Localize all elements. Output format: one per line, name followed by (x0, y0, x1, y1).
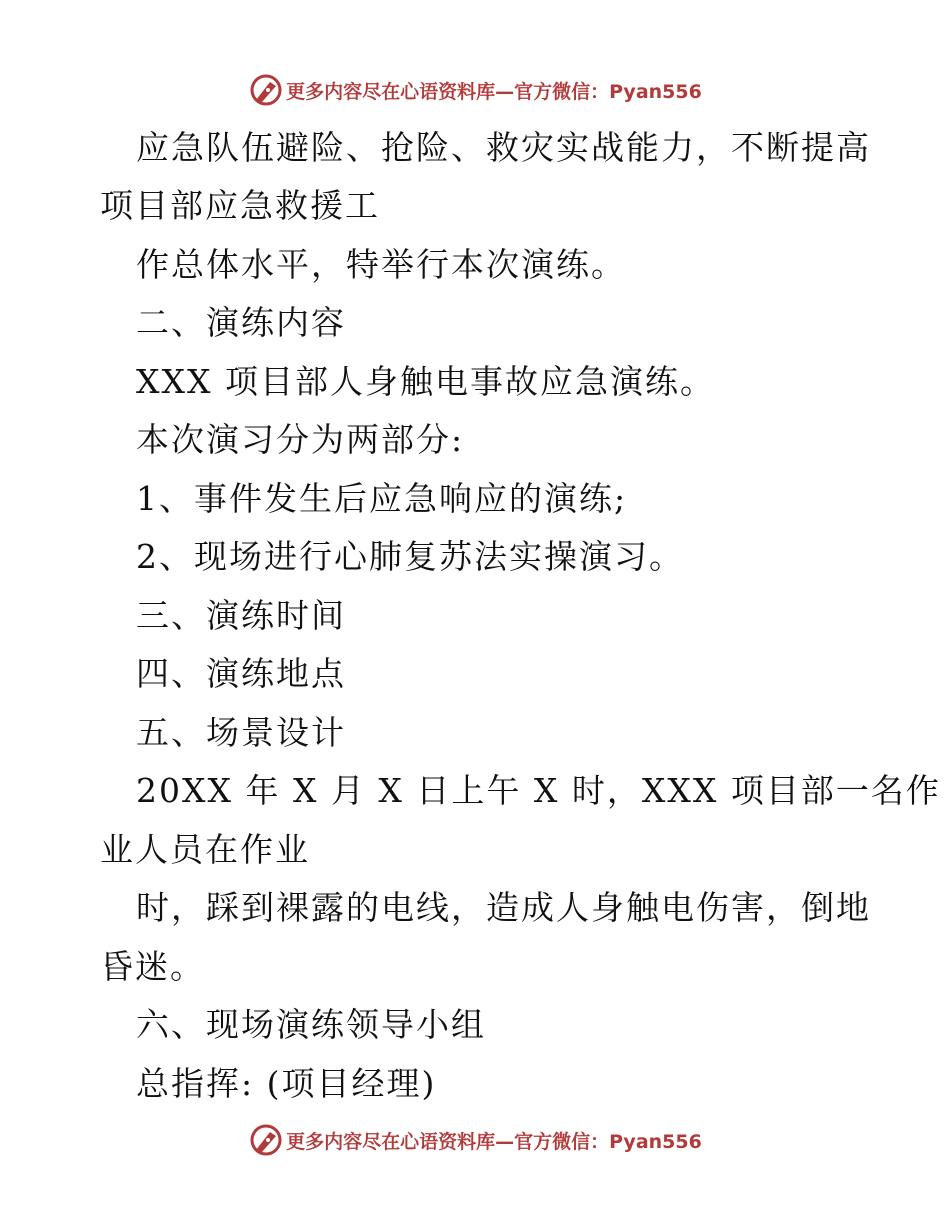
paragraph-line: 作总体水平，特举行本次演练。 (136, 245, 626, 284)
footer-banner-text: 更多内容尽在心语资料库—官方微信：Pyan556 (286, 1130, 702, 1153)
section-heading: 二、演练内容 (136, 303, 346, 342)
list-item: 1、事件发生后应急响应的演练; (136, 479, 628, 518)
header-banner-text: 更多内容尽在心语资料库—官方微信：Pyan556 (286, 80, 702, 103)
section-heading: 四、演练地点 (136, 654, 346, 693)
paragraph-line: 应急队伍避险、抢险、救灾实战能力，不断提高 (136, 128, 871, 167)
paragraph-line: 时，踩到裸露的电线，造成人身触电伤害，倒地 (136, 888, 871, 927)
section-heading: 六、现场演练领导小组 (136, 1005, 486, 1044)
paragraph-line: 本次演习分为两部分: (136, 420, 465, 459)
footer-watermark-banner (0, 1120, 950, 1160)
paragraph-line: 昏迷。 (100, 947, 205, 986)
list-item: 2、现场进行心肺复苏法实操演习。 (136, 537, 684, 576)
paragraph-line: 20XX 年 X 月 X 日上午 X 时，XXX 项目部一名作 (136, 771, 941, 810)
paragraph-line: 总指挥: (项目经理) (136, 1064, 437, 1103)
paragraph-line: 业人员在作业 (100, 830, 310, 869)
paragraph-line: XXX 项目部人身触电事故应急演练。 (136, 362, 715, 401)
fountain-pen-icon (248, 72, 284, 108)
fountain-pen-icon (248, 1122, 284, 1158)
section-heading: 五、场景设计 (136, 713, 346, 752)
header-watermark-banner (0, 70, 950, 110)
section-heading: 三、演练时间 (136, 596, 346, 635)
paragraph-line: 项目部应急救援工 (100, 186, 380, 225)
